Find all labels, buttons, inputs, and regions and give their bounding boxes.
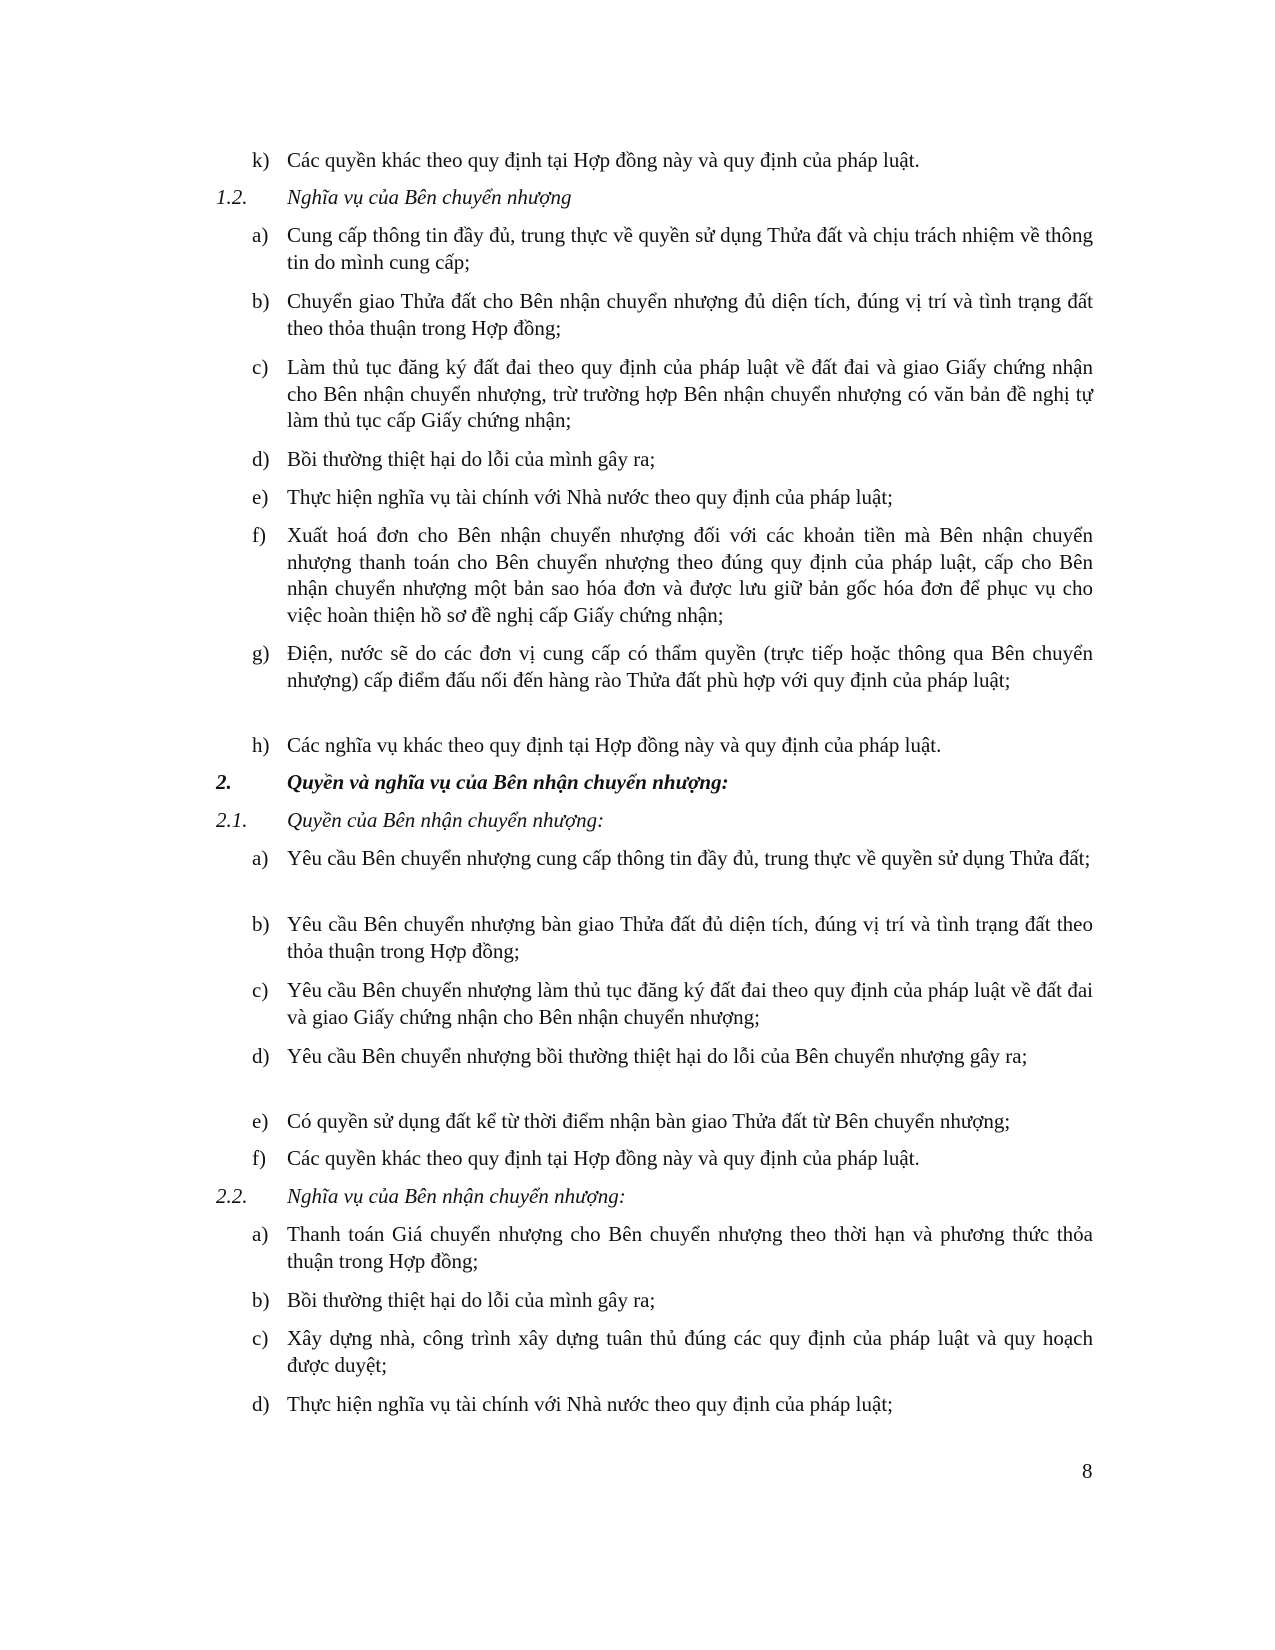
list-item-text: Điện, nước sẽ do các đơn vị cung cấp có thẩm quyền (trực tiếp hoặc thông qua Bên chuyển nhượng) cấp điểm đấu nối đến hàng rào Thửa đất phù hợp với quy định của pháp luật; xyxy=(287,641,1093,692)
section-heading: Quyền của Bên nhận chuyển nhượng: xyxy=(287,808,605,832)
list-item-text: Thực hiện nghĩa vụ tài chính với Nhà nước theo quy định của pháp luật; xyxy=(287,1392,893,1416)
list-item-text: Có quyền sử dụng đất kể từ thời điểm nhận bàn giao Thửa đất từ Bên chuyển nhượng; xyxy=(287,1109,1011,1133)
page-number: 8 xyxy=(1082,1459,1093,1483)
list-item-text: Các nghĩa vụ khác theo quy định tại Hợp đồng này và quy định của pháp luật. xyxy=(287,733,942,757)
list-marker: d) xyxy=(252,447,270,471)
section-heading: Nghĩa vụ của Bên nhận chuyển nhượng: xyxy=(287,1184,626,1208)
list-marker: a) xyxy=(252,846,269,870)
list-marker: c) xyxy=(252,978,269,1002)
list-item-text: Yêu cầu Bên chuyển nhượng cung cấp thông tin đầy đủ, trung thực về quyền sử dụng Thửa đất; xyxy=(287,846,1091,870)
list-marker: a) xyxy=(252,1222,269,1246)
list-marker: e) xyxy=(252,1109,269,1133)
list-marker: b) xyxy=(252,289,270,313)
list-item-text: Bồi thường thiệt hại do lỗi của mình gây ra; xyxy=(287,1288,656,1312)
list-item-text: Yêu cầu Bên chuyển nhượng bàn giao Thửa đất đủ diện tích, đúng vị trí và tình trạng đất theo thỏa thuận trong Hợp đồng; xyxy=(287,912,1093,963)
list-item-text: Chuyển giao Thửa đất cho Bên nhận chuyển nhượng đủ diện tích, đúng vị trí và tình trạng đất theo thỏa thuận trong Hợp đồng; xyxy=(287,289,1093,340)
list-item-text: Yêu cầu Bên chuyển nhượng bồi thường thiệt hại do lỗi của Bên chuyển nhượng gây ra; xyxy=(287,1044,1028,1068)
list-item-text: Làm thủ tục đăng ký đất đai theo quy định của pháp luật về đất đai và giao Giấy chứng nhận cho Bên nhận chuyển nhượng, trừ trường hợp Bên nhận chuyển nhượng có văn bản đề nghị tự làm thủ tục cấp Giấy chứng nhận; xyxy=(287,355,1093,432)
list-marker: f) xyxy=(252,523,266,547)
section-heading: Quyền và nghĩa vụ của Bên nhận chuyển nhượng: xyxy=(287,770,729,794)
list-marker: h) xyxy=(252,733,270,757)
list-item-text: Thanh toán Giá chuyển nhượng cho Bên chuyển nhượng theo thời hạn và phương thức thỏa thuận trong Hợp đồng; xyxy=(287,1222,1093,1273)
list-item-text: Thực hiện nghĩa vụ tài chính với Nhà nước theo quy định của pháp luật; xyxy=(287,485,893,509)
list-marker: b) xyxy=(252,912,270,936)
list-item-text: Xuất hoá đơn cho Bên nhận chuyển nhượng đối với các khoản tiền mà Bên nhận chuyển nhượng thanh toán cho Bên chuyển nhượng theo đúng quy định của pháp luật, cấp cho Bên nhận chuyển nhượng một bản sao hóa đơn và được lưu giữ bản gốc hóa đơn để phục vụ cho việc hoàn thiện hồ sơ đề nghị cấp Giấy chứng nhận; xyxy=(287,523,1093,627)
list-item-text: Cung cấp thông tin đầy đủ, trung thực về quyền sử dụng Thửa đất và chịu trách nhiệm về thông tin do mình cung cấp; xyxy=(287,223,1093,274)
section-heading: Nghĩa vụ của Bên chuyển nhượng xyxy=(287,185,572,209)
list-marker: g) xyxy=(252,641,270,665)
list-item-text: Xây dựng nhà, công trình xây dựng tuân thủ đúng các quy định của pháp luật và quy hoạch được duyệt; xyxy=(287,1326,1093,1377)
list-marker: b) xyxy=(252,1288,270,1312)
list-marker: d) xyxy=(252,1044,270,1068)
list-marker: d) xyxy=(252,1392,270,1416)
list-item-text: Các quyền khác theo quy định tại Hợp đồng này và quy định của pháp luật. xyxy=(287,148,920,172)
list-item-text: Bồi thường thiệt hại do lỗi của mình gây ra; xyxy=(287,447,656,471)
list-marker: c) xyxy=(252,1326,269,1350)
section-number: 1.2. xyxy=(216,185,248,209)
list-item-text: Yêu cầu Bên chuyển nhượng làm thủ tục đăng ký đất đai theo quy định của pháp luật về đất đai và giao Giấy chứng nhận cho Bên nhận chuyển nhượng; xyxy=(287,978,1093,1029)
list-marker: e) xyxy=(252,485,269,509)
list-marker: f) xyxy=(252,1146,266,1170)
list-marker: a) xyxy=(252,223,269,247)
section-number: 2.1. xyxy=(216,808,248,832)
list-item-text: Các quyền khác theo quy định tại Hợp đồng này và quy định của pháp luật. xyxy=(287,1146,920,1170)
section-number: 2. xyxy=(216,770,232,794)
list-marker: k) xyxy=(252,148,270,172)
list-marker: c) xyxy=(252,355,269,379)
section-number: 2.2. xyxy=(216,1184,248,1208)
